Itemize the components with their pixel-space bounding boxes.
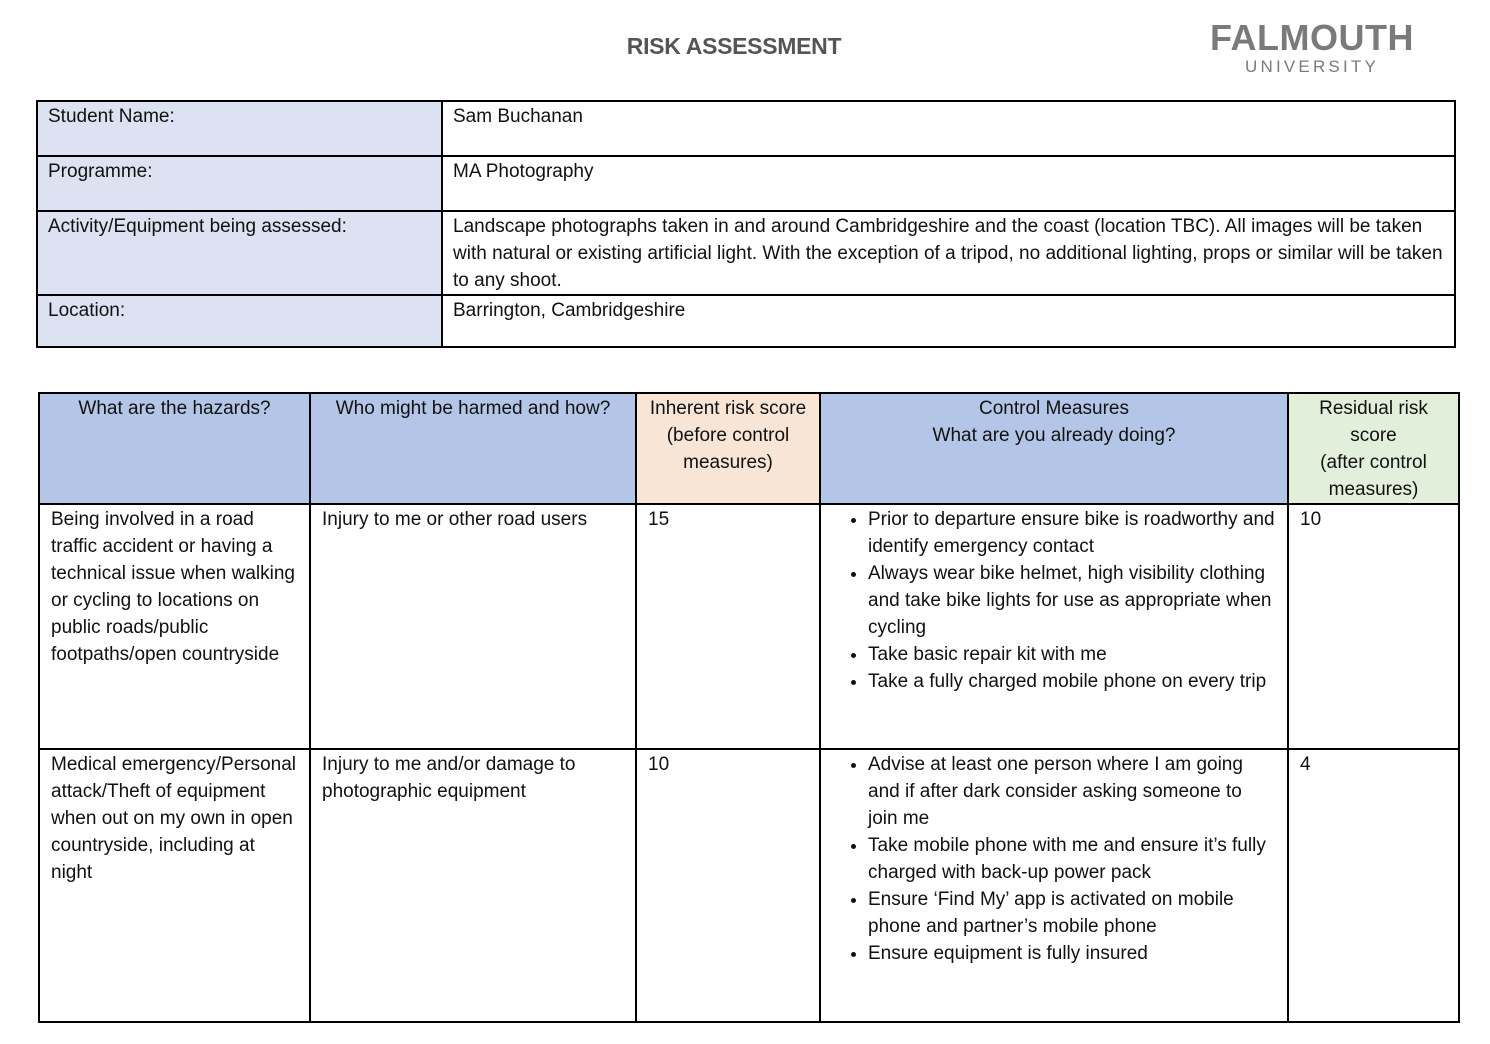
risk-assessment-table — [38, 392, 1460, 1023]
list-item: • Advise at least one person where I am going and if after dark consider asking someone to join me — [868, 751, 1276, 832]
info-label: Location: — [37, 295, 442, 347]
logo-main-text: FALMOUTH — [1210, 17, 1414, 58]
list-item: • Ensure equipment is fully insured — [868, 940, 1276, 967]
residual-score-cell: 4 — [1288, 749, 1459, 1022]
logo-sub-text: UNIVERSITY — [1244, 57, 1380, 76]
student-info-table — [36, 100, 1456, 348]
header-control-line2: What are you already doing? — [932, 425, 1176, 446]
inherent-score-cell: 10 — [636, 749, 820, 1022]
header-residual-line2: (after control measures) — [1320, 452, 1427, 500]
info-value: MA Photography — [442, 156, 1455, 211]
info-row-activity — [37, 211, 1455, 295]
inherent-score-cell: 15 — [636, 504, 820, 749]
info-label: Activity/Equipment being assessed: — [37, 211, 442, 295]
list-item: • Take basic repair kit with me — [868, 641, 1276, 668]
header-control-measures — [820, 393, 1288, 504]
page-title: RISK ASSESSMENT — [626, 33, 842, 59]
hazard-cell: Being involved in a road traffic accident or having a technical issue when walking or cycling to locations on public roads/public footpaths/open countryside — [39, 504, 310, 749]
table-row — [39, 749, 1459, 1022]
list-item: • Ensure ‘Find My’ app is activated on mobile phone and partner’s mobile phone — [868, 886, 1276, 940]
list-item: • Prior to departure ensure bike is roadworthy and identify emergency contact — [868, 506, 1276, 560]
header-inherent-line2: (before control measures) — [666, 425, 790, 473]
info-row-student-name — [37, 101, 1455, 156]
info-value: Sam Buchanan — [442, 101, 1455, 156]
info-row-programme — [37, 156, 1455, 211]
hazard-cell: Medical emergency/Personal attack/Theft of equipment when out on my own in open countryside, including at night — [39, 749, 310, 1022]
table-row — [39, 504, 1459, 749]
control-measures-cell — [820, 749, 1288, 1022]
who-cell: Injury to me or other road users — [310, 504, 636, 749]
header-hazards: What are the hazards? — [39, 393, 310, 504]
header-control-line1: Control Measures — [979, 398, 1129, 419]
info-value: Landscape photographs taken in and around Cambridgeshire and the coast (location TBC). All images will be taken with natural or existing artificial light. With the exception of a tripod, no additional lighting, props or similar will be taken to any shoot. — [442, 211, 1455, 295]
control-measures-list — [832, 751, 1276, 967]
control-measures-cell — [820, 504, 1288, 749]
list-item: • Take mobile phone with me and ensure it’s fully charged with back-up power pack — [868, 832, 1276, 886]
header-residual-risk — [1288, 393, 1459, 504]
info-label: Student Name: — [37, 101, 442, 156]
header-inherent-line1: Inherent risk score — [649, 398, 807, 419]
header-who: Who might be harmed and how? — [310, 393, 636, 504]
risk-header-row — [39, 393, 1459, 504]
residual-score-cell: 10 — [1288, 504, 1459, 749]
info-label: Programme: — [37, 156, 442, 211]
who-cell: Injury to me and/or damage to photographic equipment — [310, 749, 636, 1022]
list-item: • Always wear bike helmet, high visibility clothing and take bike lights for use as appropriate when cycling — [868, 560, 1276, 641]
header-inherent-risk — [636, 393, 820, 504]
info-value: Barrington, Cambridgeshire — [442, 295, 1455, 347]
list-item: • Take a fully charged mobile phone on every trip — [868, 668, 1276, 695]
header-residual-line1: Residual risk score — [1319, 398, 1428, 446]
university-logo — [1198, 18, 1426, 76]
control-measures-list — [832, 506, 1276, 695]
info-row-location — [37, 295, 1455, 347]
